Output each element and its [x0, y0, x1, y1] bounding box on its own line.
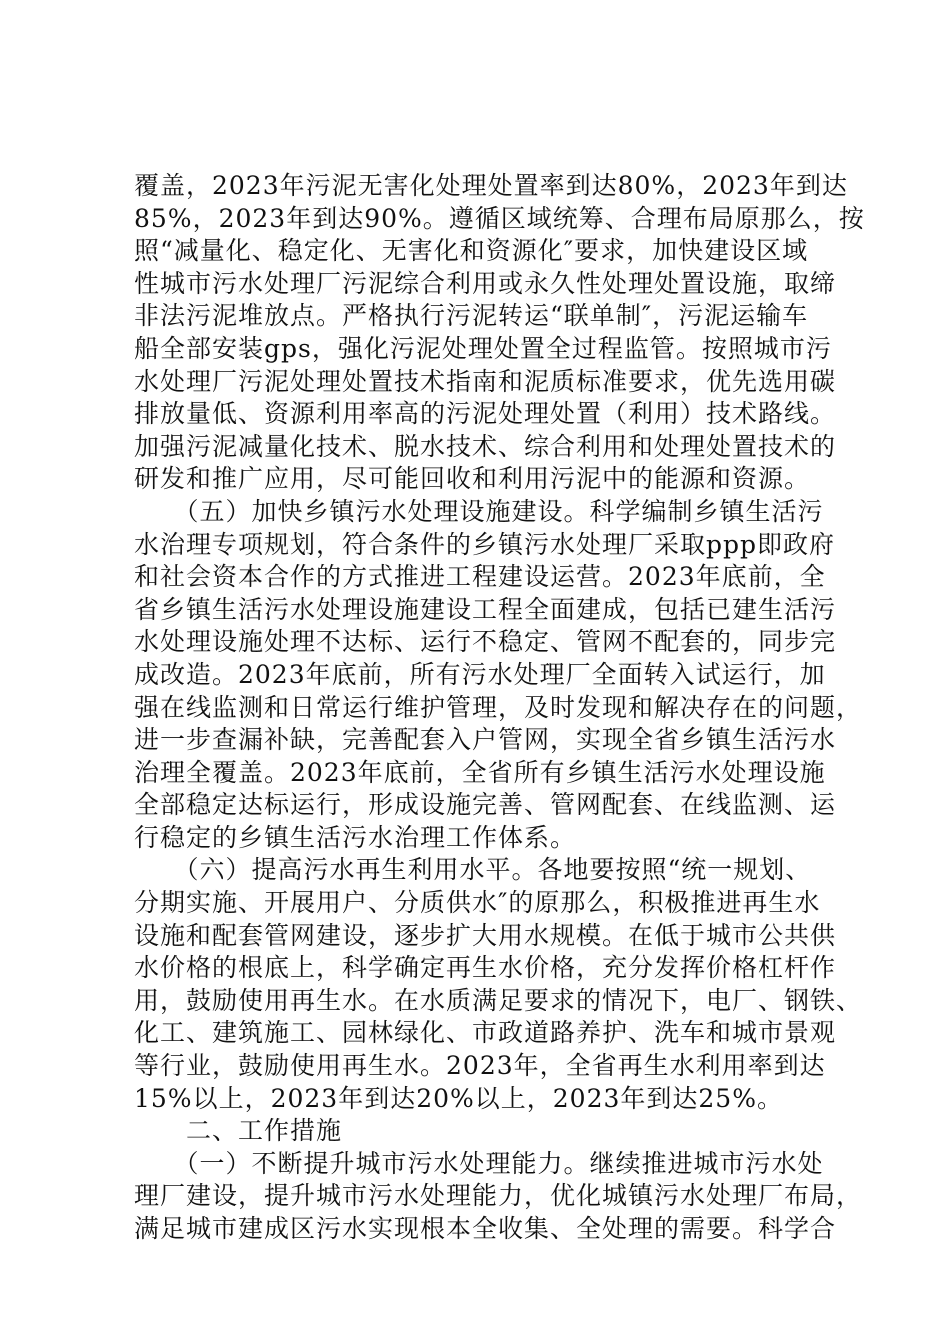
text-line: 化工、建筑施工、园林绿化、市政道路养护、洗车和城市景观	[134, 1018, 837, 1048]
text-line: 等行业，鼓励使用再生水。2023年，全省再生水利用率到达	[134, 1051, 826, 1081]
work-measures-heading: 二、工作措施	[134, 1116, 343, 1146]
text-line: 照“减量化、稳定化、无害化和资源化″要求，加快建设区域	[134, 236, 809, 266]
text-line: 研发和推广应用，尽可能回收和利用污泥中的能源和资源。	[134, 464, 811, 494]
text-line: 理厂建设，提升城市污水处理能力，优化城镇污水处理厂布局，	[134, 1181, 863, 1211]
text-line: 非法污泥堆放点。严格执行污泥转运“联单制″，污泥运输车	[134, 301, 809, 331]
text-line: 进一步查漏补缺，完善配套入户管网，实现全省乡镇生活污水	[134, 725, 837, 755]
section-six-heading-line: （六）提高污水再生利用水平。各地要按照“统一规划、	[134, 855, 812, 885]
text-line: 15%以上，2023年到达20%以上，2023年到达25%。	[134, 1083, 783, 1113]
text-line: 和社会资本合作的方式推进工程建设运营。2023年底前，全	[134, 562, 826, 592]
measure-one-heading-line: （一）不断提升城市污水处理能力。继续推进城市污水处	[134, 1148, 824, 1178]
text-line: 行稳定的乡镇生活污水治理工作体系。	[134, 822, 577, 852]
text-line: 性城市污水处理厂污泥综合利用或永久性处理处置设施，取缔	[134, 268, 837, 298]
text-line: 水处理厂污泥处理处置技术指南和泥质标准要求，优先选用碳	[134, 366, 837, 396]
section-five-heading-line: （五）加快乡镇污水处理设施建设。科学编制乡镇生活污	[134, 496, 824, 526]
body-text	[134, 170, 865, 1246]
text-line: 省乡镇生活污水处理设施建设工程全面建成，包括已建生活污	[134, 594, 837, 624]
text-line: 排放量低、资源利用率高的污泥处理处置（利用）技术路线。	[134, 399, 837, 429]
text-line: 满足城市建成区污水实现根本全收集、全处理的需要。科学合	[134, 1214, 837, 1243]
text-line: 用，鼓励使用再生水。在水质满足要求的情况下，电厂、钢铁、	[134, 985, 863, 1015]
text-line: 水价格的根底上，科学确定再生水价格，充分发挥价格杠杆作	[134, 953, 837, 983]
text-line: 水治理专项规划，符合条件的乡镇污水处理厂采取ppp即政府	[134, 529, 836, 559]
text-line: 成改造。2023年底前，所有污水处理厂全面转入试运行，加	[134, 659, 826, 689]
text-line: 强在线监测和日常运行维护管理，及时发现和解决存在的问题，	[134, 692, 863, 722]
text-line: 船全部安装gps，强化污泥处理处置全过程监管。按照城市污	[134, 333, 832, 363]
text-line: 分期实施、开展用户、分质供水″的原那么，积极推进再生水	[134, 888, 821, 918]
text-line: 全部稳定达标运行，形成设施完善、管网配套、在线监测、运	[134, 790, 837, 820]
text-line: 设施和配套管网建设，逐步扩大用水规模。在低于城市公共供	[134, 920, 837, 950]
text-line: 覆盖，2023年污泥无害化处理处置率到达80%，2023年到达	[134, 171, 848, 200]
text-line: 治理全覆盖。2023年底前，全省所有乡镇生活污水处理设施	[134, 757, 826, 787]
text-line: 水处理设施处理不达标、运行不稳定、管网不配套的，同步完	[134, 627, 837, 657]
text-line: 85%，2023年到达90%。遵循区域统筹、合理布局原那么，按	[134, 203, 865, 233]
text-line: 加强污泥减量化技术、脱水技术、综合利用和处理处置技术的	[134, 431, 837, 461]
